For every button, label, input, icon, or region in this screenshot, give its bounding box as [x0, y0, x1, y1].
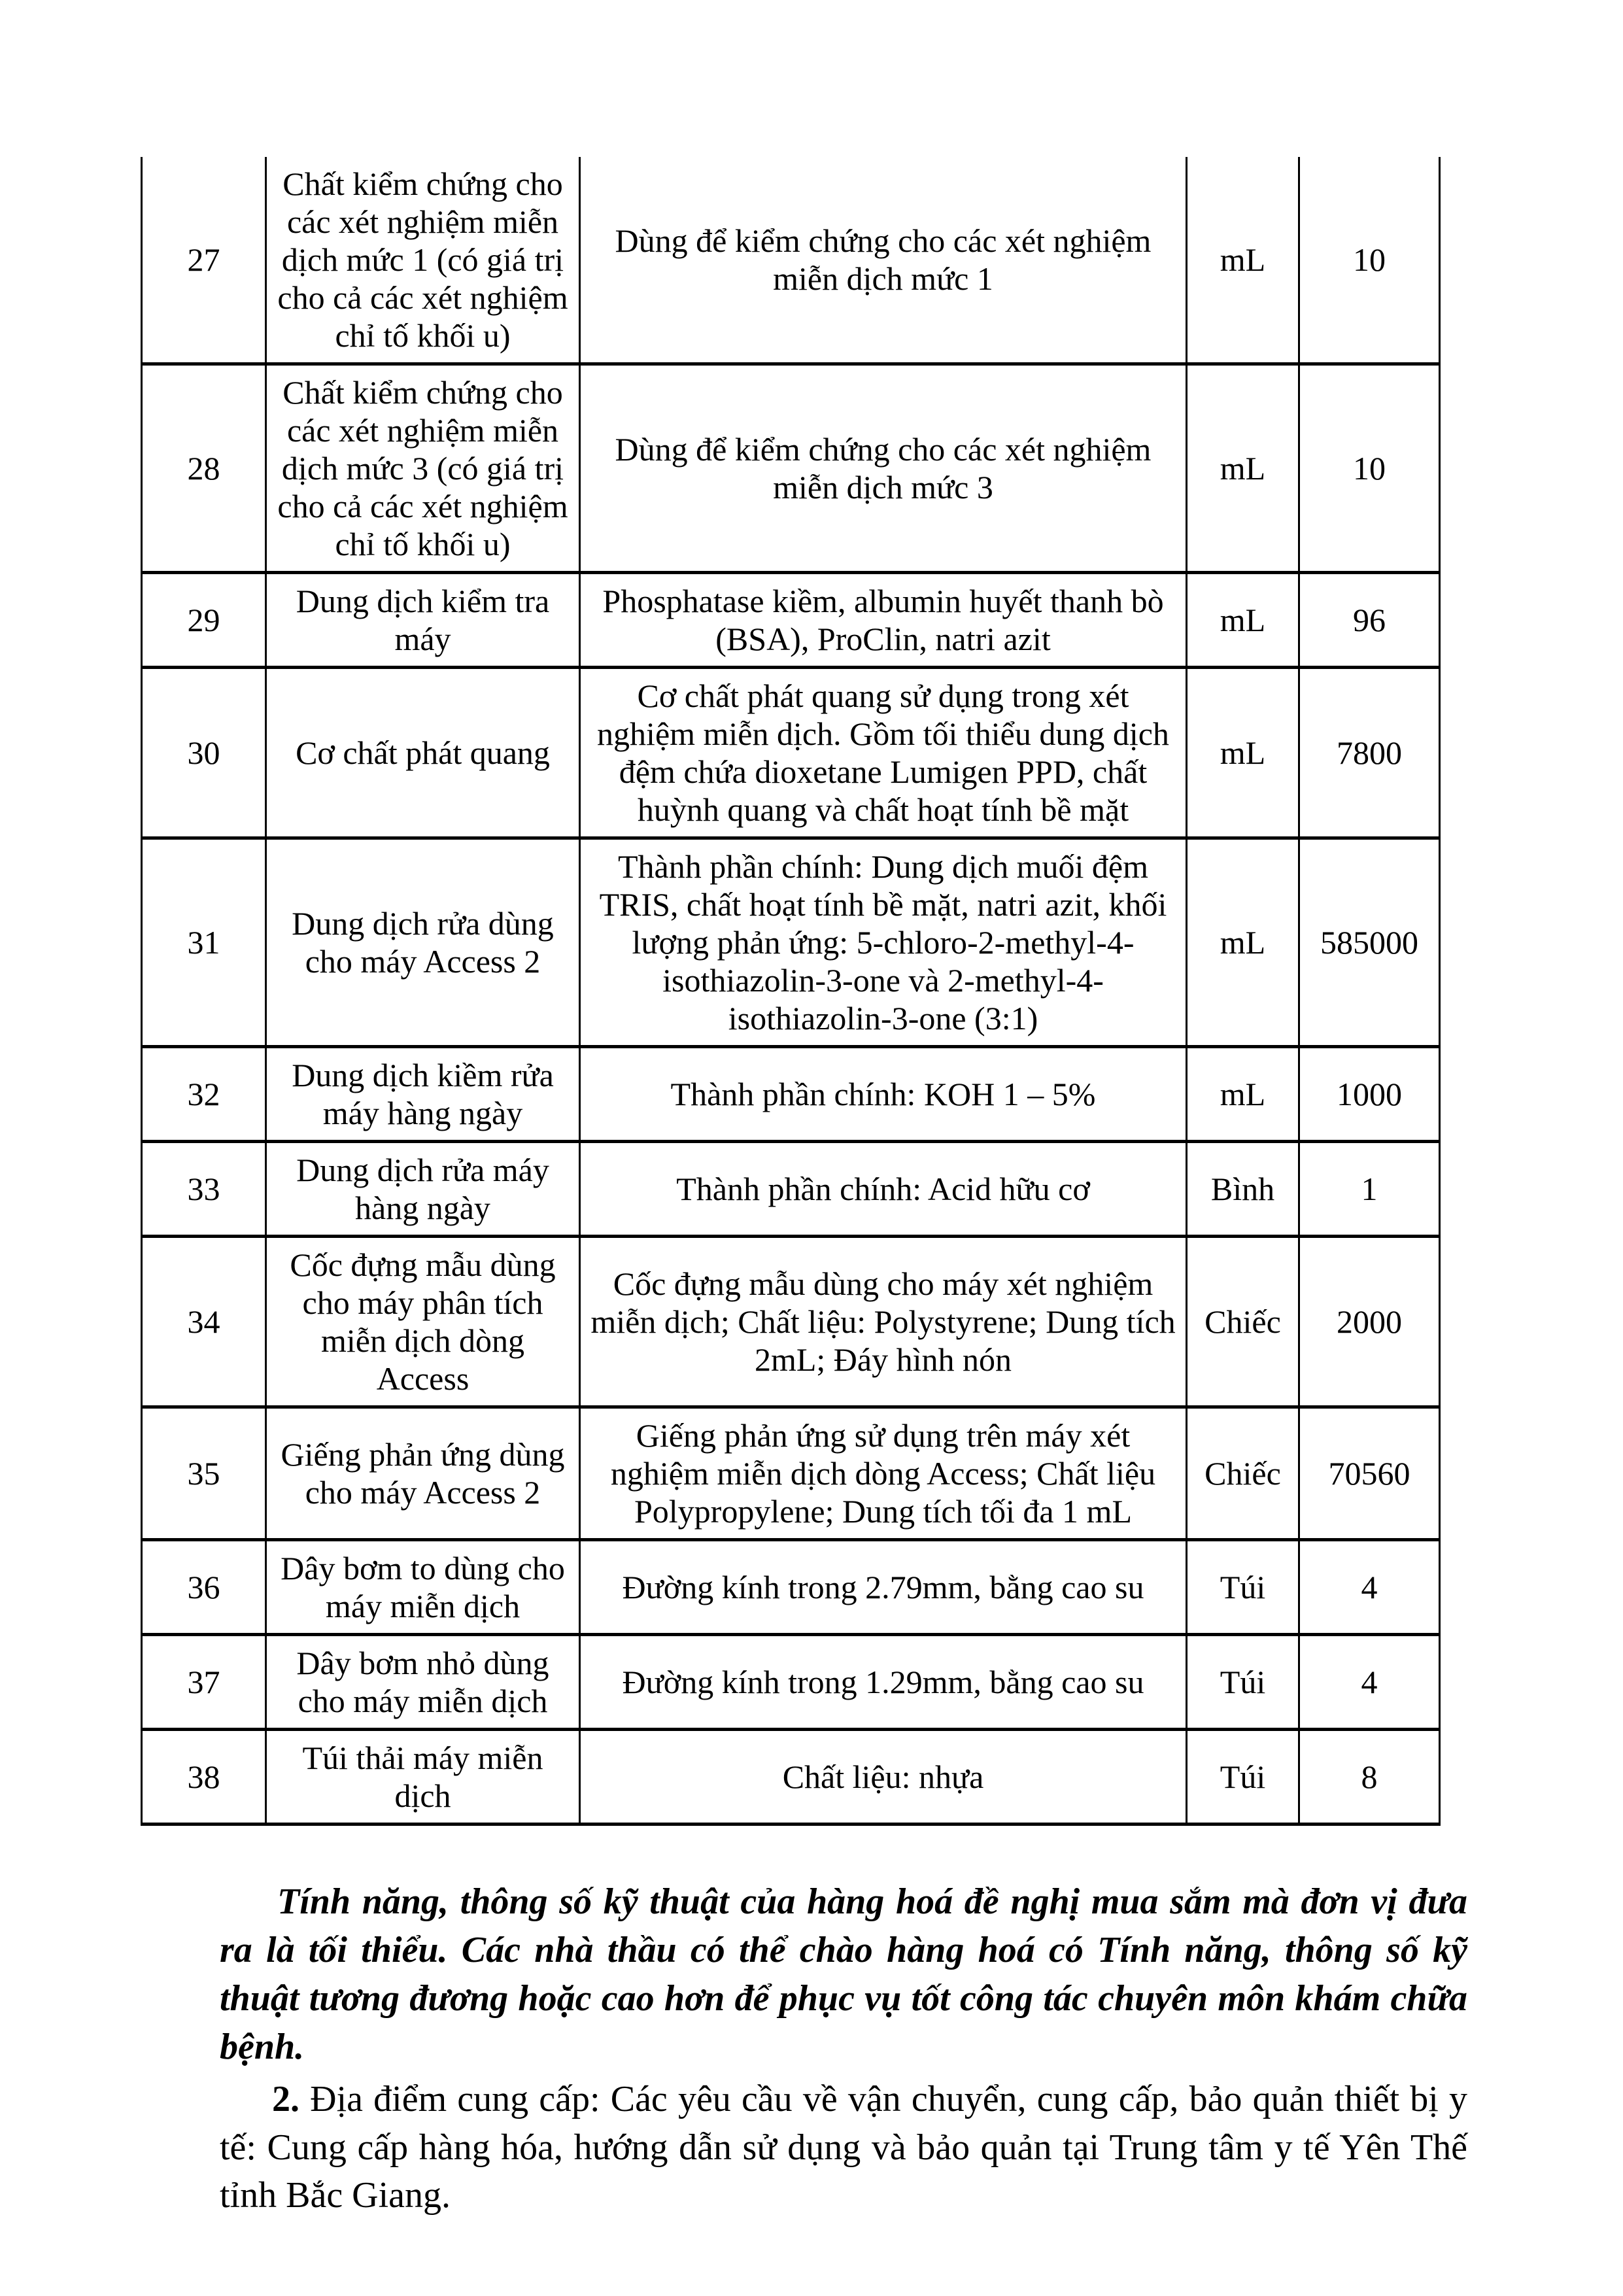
table-row: [142, 157, 1440, 364]
clause-text: Địa điểm cung cấp: Các yêu cầu về vận chuyển, cung cấp, bảo quản thiết bị y tế: Cung cấp hàng hóa, hướng dẫn sử dụng và bảo quản tại Trung tâm y tế Yên Thế tỉnh Bắc Giang.: [220, 2078, 1467, 2216]
row-number-cell: 37: [142, 1635, 266, 1730]
technical-note-paragraph: Tính năng, thông số kỹ thuật của hàng hoá đề nghị mua sắm mà đơn vị đưa ra là tối thiểu. Các nhà thầu có thể chào hàng hoá có Tính năng, thông số kỹ thuật tương đương hoặc cao hơn để phục vụ tốt công tác chuyên môn khám chữa bệnh.: [220, 1881, 1467, 2067]
unit-cell: mL: [1187, 364, 1299, 573]
table-row: [142, 1730, 1440, 1825]
item-name-cell: Dây bơm to dùng cho máy miễn dịch: [266, 1540, 580, 1635]
unit-cell: mL: [1187, 668, 1299, 838]
item-name-cell: Cơ chất phát quang: [266, 668, 580, 838]
quantity-cell: 4: [1299, 1635, 1440, 1730]
table-row: [142, 1407, 1440, 1540]
item-name-cell: Chất kiểm chứng cho các xét nghiệm miễn dịch mức 3 (có giá trị cho cả các xét nghiệm chỉ tố khối u): [266, 364, 580, 573]
unit-cell: Chiếc: [1187, 1237, 1299, 1407]
table-row: [142, 573, 1440, 668]
row-number-cell: 33: [142, 1142, 266, 1237]
item-description-cell: Dùng để kiểm chứng cho các xét nghiệm miễn dịch mức 1: [580, 157, 1187, 364]
quantity-cell: 2000: [1299, 1237, 1440, 1407]
quantity-cell: 4: [1299, 1540, 1440, 1635]
quantity-cell: 10: [1299, 157, 1440, 364]
quantity-cell: 1: [1299, 1142, 1440, 1237]
quantity-cell: 8: [1299, 1730, 1440, 1825]
item-description-cell: Cơ chất phát quang sử dụng trong xét nghiệm miễn dịch. Gồm tối thiểu dung dịch đệm chứa dioxetane Lumigen PPD, chất huỳnh quang và chất hoạt tính bề mặt: [580, 668, 1187, 838]
item-name-cell: Cốc đựng mẫu dùng cho máy phân tích miễn dịch dòng Access: [266, 1237, 580, 1407]
unit-cell: mL: [1187, 838, 1299, 1047]
table-row: [142, 1237, 1440, 1407]
unit-cell: mL: [1187, 157, 1299, 364]
row-number-cell: 28: [142, 364, 266, 573]
row-number-cell: 36: [142, 1540, 266, 1635]
item-name-cell: Túi thải máy miễn dịch: [266, 1730, 580, 1825]
items-table: [141, 157, 1441, 1826]
quantity-cell: 7800: [1299, 668, 1440, 838]
item-name-cell: Dây bơm nhỏ dùng cho máy miễn dịch: [266, 1635, 580, 1730]
clause-number: 2.: [272, 2078, 299, 2119]
item-name-cell: Dung dịch rửa dùng cho máy Access 2: [266, 838, 580, 1047]
unit-cell: Túi: [1187, 1540, 1299, 1635]
table-row: [142, 364, 1440, 573]
row-number-cell: 31: [142, 838, 266, 1047]
unit-cell: Bình: [1187, 1142, 1299, 1237]
row-number-cell: 38: [142, 1730, 266, 1825]
unit-cell: mL: [1187, 1047, 1299, 1142]
item-name-cell: Chất kiểm chứng cho các xét nghiệm miễn dịch mức 1 (có giá trị cho cả các xét nghiệm chỉ tố khối u): [266, 157, 580, 364]
table-row: [142, 668, 1440, 838]
item-description-cell: Cốc đựng mẫu dùng cho máy xét nghiệm miễn dịch; Chất liệu: Polystyrene; Dung tích 2mL; Đáy hình nón: [580, 1237, 1187, 1407]
items-table-body: [142, 157, 1440, 1825]
item-description-cell: Giếng phản ứng sử dụng trên máy xét nghiệm miễn dịch dòng Access; Chất liệu Polypropylene; Dung tích tối đa 1 mL: [580, 1407, 1187, 1540]
unit-cell: Túi: [1187, 1730, 1299, 1825]
unit-cell: mL: [1187, 573, 1299, 668]
item-name-cell: Dung dịch kiềm rửa máy hàng ngày: [266, 1047, 580, 1142]
delivery-location-paragraph: [220, 2076, 1467, 2221]
table-row: [142, 1047, 1440, 1142]
row-number-cell: 29: [142, 573, 266, 668]
unit-cell: Chiếc: [1187, 1407, 1299, 1540]
item-description-cell: Phosphatase kiềm, albumin huyết thanh bò (BSA), ProClin, natri azit: [580, 573, 1187, 668]
table-row: [142, 1635, 1440, 1730]
item-name-cell: Dung dịch rửa máy hàng ngày: [266, 1142, 580, 1237]
item-description-cell: Thành phần chính: Dung dịch muối đệm TRIS, chất hoạt tính bề mặt, natri azit, khối lượng phản ứng: 5-chloro-2-methyl-4-isothiazolin-3-one và 2-methyl-4-isothiazolin-3-one (3:1): [580, 838, 1187, 1047]
table-row: [142, 1142, 1440, 1237]
quantity-cell: 585000: [1299, 838, 1440, 1047]
quantity-cell: 1000: [1299, 1047, 1440, 1142]
table-row: [142, 838, 1440, 1047]
unit-cell: Túi: [1187, 1635, 1299, 1730]
item-description-cell: Dùng để kiểm chứng cho các xét nghiệm miễn dịch mức 3: [580, 364, 1187, 573]
item-description-cell: Thành phần chính: KOH 1 – 5%: [580, 1047, 1187, 1142]
row-number-cell: 27: [142, 157, 266, 364]
quantity-cell: 70560: [1299, 1407, 1440, 1540]
item-name-cell: Giếng phản ứng dùng cho máy Access 2: [266, 1407, 580, 1540]
item-description-cell: Đường kính trong 1.29mm, bằng cao su: [580, 1635, 1187, 1730]
row-number-cell: 35: [142, 1407, 266, 1540]
body-text: [220, 1878, 1467, 2220]
item-name-cell: Dung dịch kiểm tra máy: [266, 573, 580, 668]
table-row: [142, 1540, 1440, 1635]
item-description-cell: Thành phần chính: Acid hữu cơ: [580, 1142, 1187, 1237]
row-number-cell: 34: [142, 1237, 266, 1407]
item-description-cell: Chất liệu: nhựa: [580, 1730, 1187, 1825]
quantity-cell: 96: [1299, 573, 1440, 668]
quantity-cell: 10: [1299, 364, 1440, 573]
row-number-cell: 32: [142, 1047, 266, 1142]
item-description-cell: Đường kính trong 2.79mm, bằng cao su: [580, 1540, 1187, 1635]
row-number-cell: 30: [142, 668, 266, 838]
